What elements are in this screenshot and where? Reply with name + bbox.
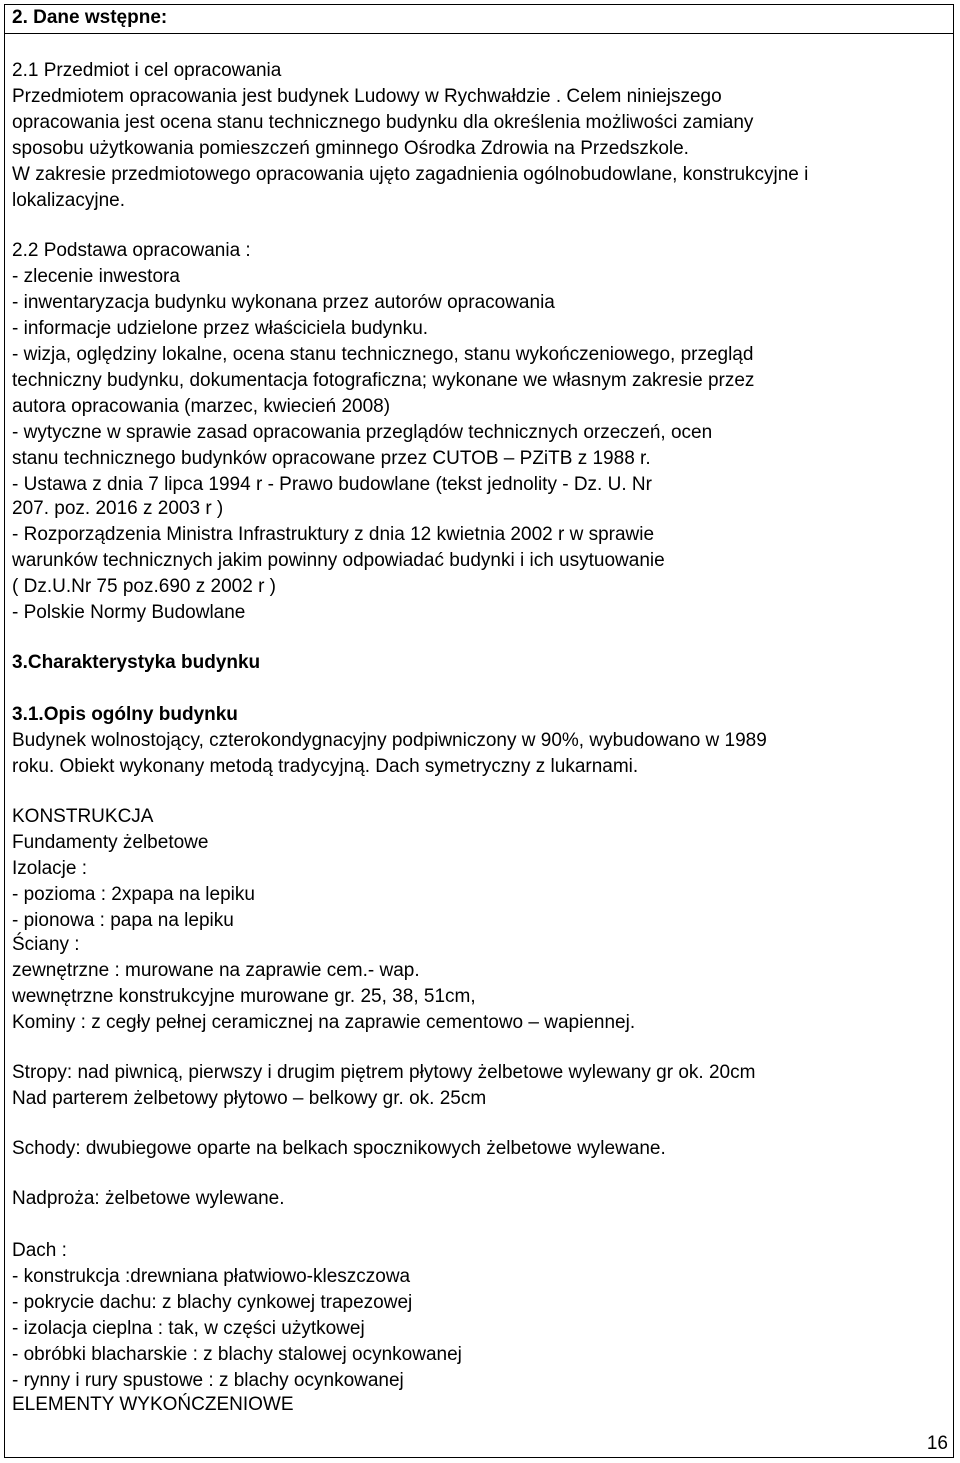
text-line: Nad parterem żelbetowy płytowo – belkowy gr. ok. 25cm	[12, 1088, 487, 1109]
list-item: - konstrukcja :drewniana płatwiowo-kleszczowa	[12, 1266, 411, 1287]
list-item: - wytyczne w sprawie zasad opracowania przeglądów technicznych orzeczeń, ocen	[12, 422, 713, 443]
list-item: - zlecenie inwestora	[12, 266, 180, 287]
text-line: Nadproża: żelbetowe wylewane.	[12, 1188, 285, 1209]
subsection-title: 2.1 Przedmiot i cel opracowania	[12, 60, 282, 81]
text-line: Kominy : z cegły pełnej ceramicznej na zaprawie cementowo – wapiennej.	[12, 1012, 636, 1033]
text-line: Dach :	[12, 1240, 67, 1261]
section-heading: 3.Charakterystyka budynku	[12, 652, 261, 673]
list-item: - izolacja cieplna : tak, w części użytkowej	[12, 1318, 365, 1339]
text-line: wewnętrzne konstrukcyjne murowane gr. 25, 38, 51cm,	[12, 986, 476, 1007]
list-item: techniczny budynku, dokumentacja fotograficzna; wykonane we własnym zakresie przez	[12, 370, 755, 391]
text-line: Schody: dwubiegowe oparte na belkach spocznikowych żelbetowe wylewane.	[12, 1138, 666, 1159]
list-item: warunków technicznych jakim powinny odpowiadać budynki i ich usytuowanie	[12, 550, 665, 571]
text-line: Stropy: nad piwnicą, pierwszy i drugim piętrem płytowy żelbetowe wylewany gr ok. 20cm	[12, 1062, 756, 1083]
subsection-title: 2.2 Podstawa opracowania :	[12, 240, 251, 261]
list-item: - pokrycie dachu: z blachy cynkowej trapezowej	[12, 1292, 413, 1313]
list-item: ( Dz.U.Nr 75 poz.690 z 2002 r )	[12, 576, 276, 597]
list-item: 207. poz. 2016 z 2003 r )	[12, 498, 224, 519]
list-item: autora opracowania (marzec, kwiecień 2008)	[12, 396, 391, 417]
list-item: stanu technicznego budynków opracowane przez CUTOB – PZiTB z 1988 r.	[12, 448, 651, 469]
text-line: Fundamenty żelbetowe	[12, 832, 209, 853]
list-item: - Polskie Normy Budowlane	[12, 602, 246, 623]
section-header	[4, 4, 954, 34]
text-line: Ściany :	[12, 934, 80, 955]
text-line: Budynek wolnostojący, czterokondygnacyjny podpiwniczony w 90%, wybudowano w 1989	[12, 730, 767, 751]
text-line: - pionowa : papa na lepiku	[12, 910, 234, 931]
text-line: ELEMENTY WYKOŃCZENIOWE	[12, 1394, 294, 1415]
section-title: 2. Dane wstępne:	[12, 7, 168, 28]
text-line: W zakresie przedmiotowego opracowania ujęto zagadnienia ogólnobudowlane, konstrukcyjne i	[12, 164, 809, 185]
text-line: zewnętrzne : murowane na zaprawie cem.- wap.	[12, 960, 420, 981]
list-item: - informacje udzielone przez właściciela budynku.	[12, 318, 429, 339]
text-line: sposobu użytkowania pomieszczeń gminnego Ośrodka Zdrowia na Przedszkole.	[12, 138, 689, 159]
page-number: 16	[926, 1433, 948, 1454]
subsection-heading: 3.1.Opis ogólny budynku	[12, 704, 238, 725]
list-item: - Ustawa z dnia 7 lipca 1994 r - Prawo budowlane (tekst jednolity - Dz. U. Nr	[12, 474, 652, 495]
list-item: - inwentaryzacja budynku wykonana przez autorów opracowania	[12, 292, 555, 313]
list-item: - obróbki blacharskie : z blachy stalowej ocynkowanej	[12, 1344, 462, 1365]
text-line: roku. Obiekt wykonany metodą tradycyjną. Dach symetryczny z lukarnami.	[12, 756, 639, 777]
text-line: Izolacje :	[12, 858, 87, 879]
list-item: - rynny i rury spustowe : z blachy ocynkowanej	[12, 1370, 404, 1391]
text-line: KONSTRUKCJA	[12, 806, 154, 827]
text-line: - pozioma : 2xpapa na lepiku	[12, 884, 255, 905]
text-line: Przedmiotem opracowania jest budynek Ludowy w Rychwałdzie . Celem niniejszego	[12, 86, 722, 107]
list-item: - Rozporządzenia Ministra Infrastruktury z dnia 12 kwietnia 2002 r w sprawie	[12, 524, 655, 545]
text-line: lokalizacyjne.	[12, 190, 125, 211]
text-line: opracowania jest ocena stanu technicznego budynku dla określenia możliwości zamiany	[12, 112, 754, 133]
list-item: - wizja, oględziny lokalne, ocena stanu technicznego, stanu wykończeniowego, przegląd	[12, 344, 754, 365]
